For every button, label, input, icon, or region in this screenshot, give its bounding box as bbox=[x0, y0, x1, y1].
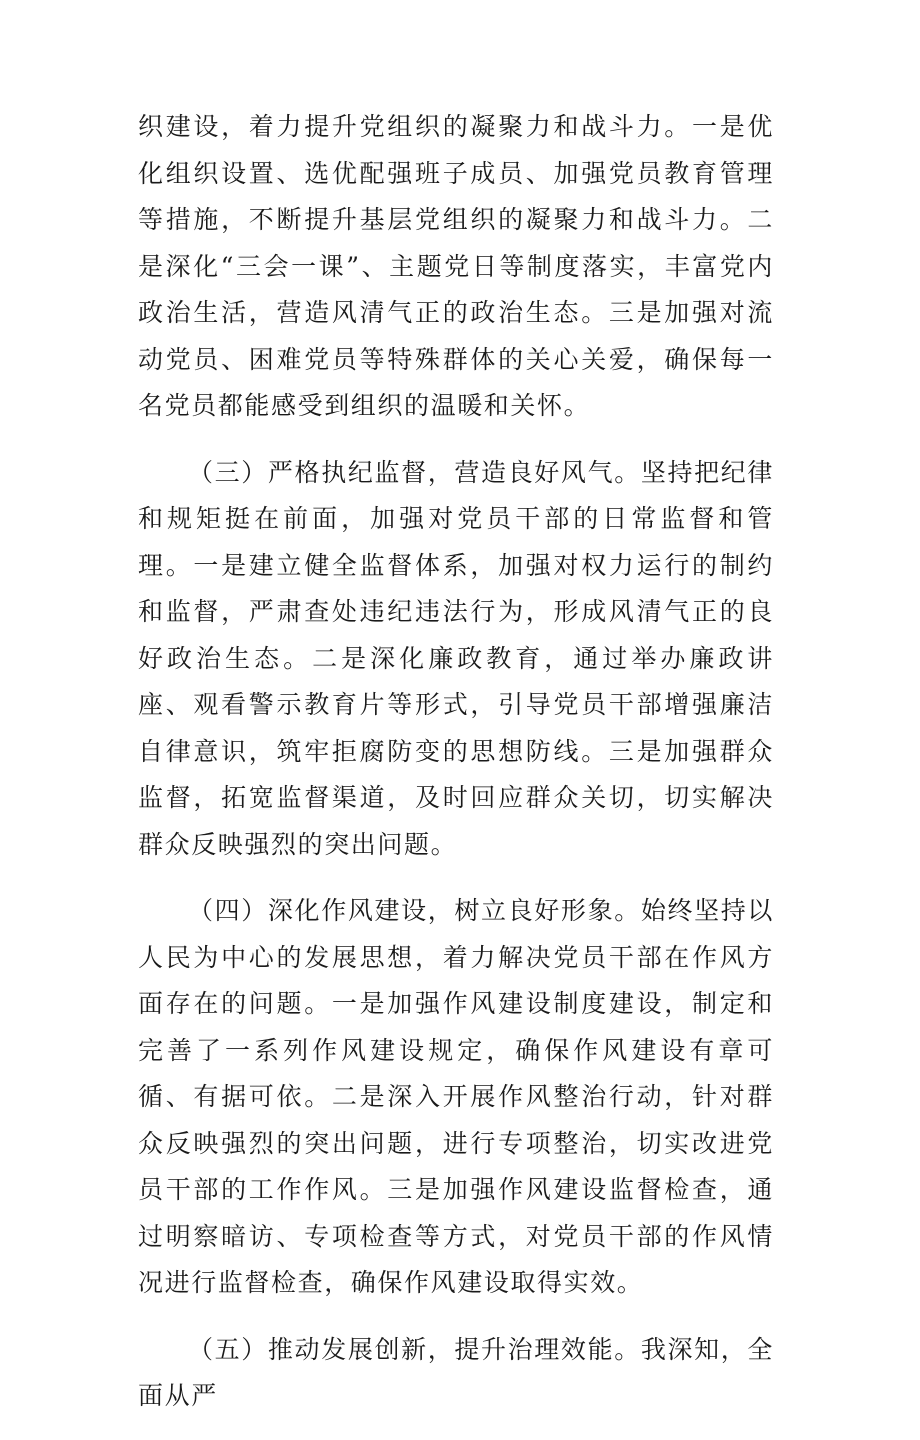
body-text bbox=[138, 104, 774, 1440]
paragraph-2: （三）严格执纪监督，营造良好风气。坚持把纪律和规矩挺在前面，加强对党员干部的日常监督和管理。一是建立健全监督体系，加强对权力运行的制约和监督，严肃查处违纪违法行为，形成风清气正的良好政治生态。二是深化廉政教育，通过举办廉政讲座、观看警示教育片等形式，引导党员干部增强廉洁自律意识，筑牢拒腐防变的思想防线。三是加强群众监督，拓宽监督渠道，及时回应群众关切，切实解决群众反映强烈的突出问题。 bbox=[138, 457, 774, 859]
paragraph-1: 织建设，着力提升党组织的凝聚力和战斗力。一是优化组织设置、选优配强班子成员、加强党员教育管理等措施，不断提升基层党组织的凝聚力和战斗力。二是深化“三会一课”、主题党日等制度落实，丰富党内政治生活，营造风清气正的政治生态。三是加强对流动党员、困难党员等特殊群体的关心关爱，确保每一名党员都能感受到组织的温暖和关怀。 bbox=[138, 112, 774, 420]
paragraph-4: （五）推动发展创新，提升治理效能。我深知，全面从严 bbox=[138, 1334, 774, 1410]
paragraph-3: （四）深化作风建设，树立良好形象。始终坚持以人民为中心的发展思想，着力解决党员干部在作风方面存在的问题。一是加强作风建设制度建设，制定和完善了一系列作风建设规定，确保作风建设有章可循、有据可依。二是深入开展作风整治行动，针对群众反映强烈的突出问题，进行专项整治，切实改进党员干部的工作作风。三是加强作风建设监督检查，通过明察暗访、专项检查等方式，对党员干部的作风情况进行监督检查，确保作风建设取得实效。 bbox=[138, 896, 774, 1297]
